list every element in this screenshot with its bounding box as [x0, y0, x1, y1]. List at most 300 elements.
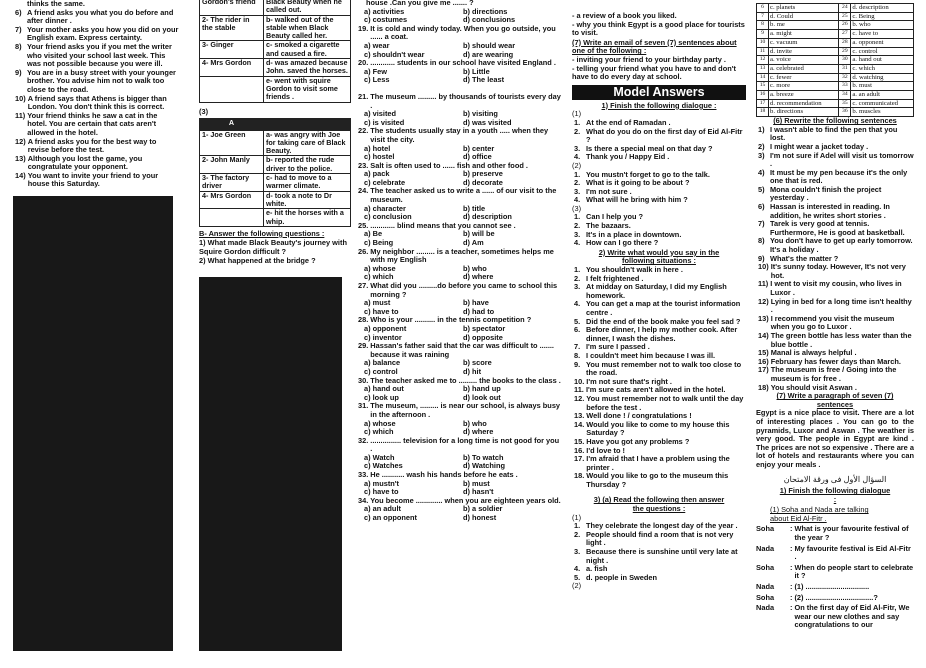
matching-table-3 — [199, 118, 351, 227]
question-text: The students usually stay in a youth ..... when they visit the city. — [370, 126, 549, 144]
vocab-row — [757, 12, 914, 21]
cell-b: e- went with squire Gordon to visit some friends . — [264, 76, 351, 102]
mcq-question — [356, 316, 562, 342]
answer-item — [574, 196, 746, 205]
speaker-name: Soha — [756, 592, 775, 602]
column-a-header: A — [200, 118, 264, 130]
redacted-block — [13, 196, 173, 651]
answer-option: a) an adult — [364, 504, 401, 514]
item-number: 4. — [574, 299, 581, 309]
vocab-answer: c. Being — [851, 12, 914, 21]
vocab-number: 30 — [839, 56, 851, 65]
table-row — [200, 130, 351, 156]
cell-b: d- took a note to Dr white. — [264, 191, 351, 209]
vocab-answer: b. me — [769, 21, 839, 30]
rewrite-item — [758, 152, 914, 169]
dialogue-line — [756, 525, 914, 542]
question-number: 22. — [358, 126, 369, 136]
question-text: Hassan's father said that the car was difficult to ....... because it was raining — [370, 341, 554, 359]
vocab-row — [757, 30, 914, 39]
answer-option: a) visited — [364, 109, 397, 119]
group-label: (2) — [572, 160, 582, 170]
question-number: 26. — [358, 246, 369, 256]
colon-separator: : — [790, 562, 793, 572]
item-text: Have you got any problems ? — [586, 436, 690, 446]
item-number: 12. — [574, 393, 585, 403]
answer-option: c) control — [364, 366, 398, 376]
item-number: 2. — [574, 273, 581, 283]
answer-option: d) conclusions — [463, 15, 516, 25]
vocab-number: 36 — [839, 108, 851, 117]
answer-option: b) center — [463, 143, 495, 153]
answer-option: d) The least — [463, 75, 505, 85]
question-number: 28. — [358, 315, 369, 325]
answer-option: a) pack — [364, 169, 390, 179]
item-number: 13. — [574, 411, 585, 421]
rewrite-item — [758, 126, 914, 143]
cell-b: d- was amazed because John. saved the horses. — [264, 59, 351, 77]
answer-option: b) directions — [463, 6, 508, 16]
vocab-answer: c. fewer — [769, 73, 839, 82]
item-text: The museum is free / Going into the museum is for free . — [770, 365, 897, 383]
item-number: 7. — [574, 342, 581, 352]
answer-item — [574, 326, 746, 343]
rewrite-item — [758, 203, 914, 220]
item-text: What's the matter ? — [770, 253, 839, 263]
item-number: 1) — [758, 124, 765, 134]
answer-item — [574, 395, 746, 412]
question-text: Who is your .......... in the tennis competition ? — [370, 315, 532, 325]
item-text: Mona couldn't finish the project yesterday . — [770, 184, 882, 203]
item-text: Thank you / Happy Eid . — [586, 152, 670, 162]
vocab-row — [757, 82, 914, 91]
email-topics — [572, 56, 746, 82]
answer-option: d) Watching — [463, 461, 506, 471]
mcq-question — [356, 282, 562, 316]
vocab-answer: a. voice — [769, 56, 839, 65]
question-text: ............ students in our school have visited England . — [370, 58, 556, 68]
answer-item — [574, 283, 746, 300]
vocab-answer: b. must — [851, 82, 914, 91]
item-text: You should visit Aswan . — [770, 382, 857, 392]
question-number: 24. — [358, 186, 369, 196]
answer-item — [574, 548, 746, 565]
item-text: It's sunny today. However, It's not very hot. — [770, 262, 906, 280]
answer-item — [574, 421, 746, 438]
answer-option: d) look out — [463, 392, 501, 402]
item-number: 11) — [15, 110, 26, 120]
dialogue-line — [756, 545, 914, 562]
item-number: 8) — [15, 41, 22, 51]
dialogue — [756, 525, 914, 630]
mcq-question — [356, 471, 562, 497]
item-text: d. people in Sweden — [586, 572, 658, 582]
item-number: 9) — [758, 253, 765, 263]
item-number: 12) — [758, 296, 769, 306]
item-text: You don't have to get up early tomorrow. It's a holiday . — [770, 236, 913, 255]
answer-option: d) hasn't — [463, 487, 494, 497]
item-text: How can I go there ? — [586, 238, 659, 248]
answer-option: d) office — [463, 152, 492, 162]
item-text: Although you lost the game, you congratulate your opponent. — [27, 153, 143, 172]
answer-option: a) mustn't — [364, 478, 400, 488]
item-number: 8) — [758, 236, 765, 246]
item-number: 10) — [15, 93, 26, 103]
mcq-question — [356, 127, 562, 161]
item-number: 12) — [15, 136, 26, 146]
item-text: A friend says that Athens is bigger than London. You don't think this is correct. — [27, 93, 167, 112]
situation-item — [15, 112, 179, 138]
mcq-question — [356, 402, 562, 436]
mcq-question — [356, 93, 562, 127]
item-number: 14) — [758, 330, 769, 340]
vocab-number: 10 — [757, 38, 769, 47]
item-number: 10. — [574, 376, 585, 386]
situation-item — [15, 9, 179, 26]
vocab-row — [757, 21, 914, 30]
colon-separator: : — [790, 603, 793, 613]
answer-option: c) which — [364, 427, 394, 437]
item-number: 1. — [574, 169, 581, 179]
vocab-number: 11 — [757, 47, 769, 56]
vocab-answer: c. have to — [851, 30, 914, 39]
vocab-number: 18 — [757, 108, 769, 117]
vocab-number: 12 — [757, 56, 769, 65]
vocab-number: 16 — [757, 91, 769, 100]
question-stem — [358, 342, 562, 359]
answer-option: b) Little — [463, 66, 490, 76]
item-number: 1. — [574, 212, 581, 222]
item-text: At the end of Ramadan . — [586, 117, 671, 127]
answer-option: d) was visited — [463, 117, 512, 127]
answer-option: c) have to — [364, 487, 399, 497]
answer-option: d) decorate — [463, 177, 503, 187]
topic-line: - a review of a book you liked. — [572, 11, 677, 20]
table-header — [200, 118, 351, 130]
item-text: I couldn't meet him because I was ill. — [586, 350, 716, 360]
item-number: 2. — [574, 178, 581, 188]
question-stem — [358, 437, 562, 454]
dialogue-intro: (1) Soha and Nada are talking about Eid Al-Fitr . — [770, 505, 869, 523]
answer-option: d) where — [463, 427, 494, 437]
item-text: What will he bring with him ? — [586, 195, 688, 205]
rewrite-item — [758, 220, 914, 237]
writing-topics — [572, 12, 746, 38]
cell-b: b- reported the rude driver to the police. — [264, 156, 351, 174]
cell-b: b- walked out of the stable when Black Beauty called her. — [264, 15, 351, 41]
answer-option: b) who — [463, 418, 487, 428]
group-label: (2) — [572, 581, 582, 591]
item-text: I'm not sure if Adel will visit us tomorrow . — [770, 150, 914, 169]
item-text: They celebrate the longest day of the year . — [586, 521, 738, 531]
item-number: 11. — [574, 385, 584, 395]
rewrite-item — [758, 315, 914, 332]
group-label: (3) — [572, 203, 582, 213]
cell-a: Gordon's friend — [200, 0, 264, 15]
item-number: 16. — [574, 445, 585, 455]
paragraph-answer: Egypt is a nice place to visit. There are a lot of interesting places . You can go to the pyramids, Luxor and Aswan . The weather is very good. The people in Egypt are kind . The prices are not so expensive . There are a lot of hotels and restaurants where you can enjoy your meals . — [756, 408, 914, 469]
answer-option: d) where — [463, 272, 494, 282]
mcq-question — [356, 342, 562, 376]
colon-separator: : — [790, 582, 793, 592]
answer-option: b) who — [463, 263, 487, 273]
question-text: The museum, ......... is near our school, is always busy in the afternoon . — [370, 401, 561, 419]
item-number: 7) — [15, 24, 22, 34]
vocab-row — [757, 56, 914, 65]
item-text: What do you do on the first day of Eid Al-Fitr ? — [586, 126, 743, 145]
vocab-number: 6 — [757, 4, 769, 13]
item-text: Manal is always helpful . — [770, 348, 857, 358]
colon-separator: : — [790, 524, 793, 534]
item-text: I'm not sure . — [586, 186, 632, 196]
item-text: At midday on Saturday, I did my English homework. — [586, 282, 727, 300]
cell-a: 3- Ginger — [200, 41, 264, 59]
dialogue-line — [756, 604, 914, 630]
mcq-intro-options — [356, 8, 562, 25]
item-text: Did the end of the book make you feel sad ? — [586, 316, 741, 326]
reading-heading: 3) (a) Read the following then answer the questions : — [593, 495, 725, 514]
item-text: A friend asks you for the best way to revise before the test. — [27, 136, 157, 155]
vocab-number: 33 — [839, 82, 851, 91]
mcq-question — [356, 162, 562, 188]
item-number: 2. — [574, 126, 581, 136]
item-number: 10) — [758, 262, 769, 272]
mcq-question — [356, 248, 562, 282]
item-number: 7) — [758, 219, 765, 229]
mcq-question — [356, 497, 562, 523]
item-text: Would you like to go to the museum this Thursday ? — [586, 471, 729, 489]
situation-list — [13, 0, 179, 189]
vocab-answer: a. hand out — [851, 56, 914, 65]
answer-option: c) shouldn't wear — [364, 49, 425, 59]
item-number: 2) — [758, 141, 765, 151]
answer-option: b) spectator — [463, 323, 506, 333]
question-number: 32. — [358, 435, 369, 445]
vocab-answer: c. which — [851, 64, 914, 73]
answer-option: a) Watch — [364, 452, 395, 462]
vocab-number: 34 — [839, 91, 851, 100]
item-text: It must be my pen because it's the only one that is red. — [770, 167, 908, 186]
column-5 — [756, 0, 914, 668]
vocab-answer: c. planets — [769, 4, 839, 13]
mcq-question — [356, 222, 562, 248]
item-text: I'm sure I passed . — [586, 342, 650, 352]
vocab-row — [757, 91, 914, 100]
question-1: 1) What made Black Beauty's journey with Squire Gordon difficult ? — [199, 238, 347, 257]
rewrite-item — [758, 169, 914, 186]
item-number: 3) — [758, 150, 765, 160]
table-row — [200, 156, 351, 174]
item-number: 3. — [574, 143, 581, 153]
answer-option: d) had to — [463, 306, 495, 316]
email-question: (7) Write an email of seven (7) sentences about one of the following : — [572, 37, 737, 56]
answer-option: a) whose — [364, 263, 396, 273]
cell-a: 4- Mrs Gordon — [200, 191, 264, 209]
vocab-number: 31 — [839, 64, 851, 73]
mcq-question — [356, 59, 562, 85]
question-text: The teacher asked us to write a ...... of our visit to the museum. — [370, 186, 557, 205]
rewrite-item — [758, 263, 914, 280]
vocab-number: 15 — [757, 82, 769, 91]
vocab-row — [757, 64, 914, 73]
answer-item — [574, 531, 746, 548]
dialogue-answers — [572, 110, 746, 248]
table-row — [200, 15, 351, 41]
vocab-number: 27 — [839, 30, 851, 39]
situations-heading: 2) Write what would you say in the following situations : — [598, 247, 720, 266]
group-label: (1) — [572, 512, 582, 522]
cell-a: 1- Joe Green — [200, 130, 264, 156]
answer-option: a) whose — [364, 418, 396, 428]
section-label-3: (3) — [199, 106, 209, 116]
vocab-row — [757, 99, 914, 108]
answer-option: b) should wear — [463, 40, 516, 50]
answer-option: b) preserve — [463, 169, 503, 179]
answer-option: c) Less — [364, 75, 390, 85]
item-text: What is it going to be about ? — [586, 178, 690, 188]
vocab-number: 26 — [839, 21, 851, 30]
vocab-number: 29 — [839, 47, 851, 56]
table-row — [200, 191, 351, 209]
rewrite-item — [758, 332, 914, 349]
item-text: I felt frightened . — [586, 273, 644, 283]
item-text: You are in a busy street with your younger brother. You advise him not to walk too close to the road. — [27, 67, 176, 94]
question-number: 27. — [358, 281, 369, 290]
cell-b: e- hit the horses with a whip. — [264, 209, 351, 227]
arabic-note: السؤال الأول فى ورقة الامتحان — [783, 475, 887, 485]
cell-b: Black Beauty when he called out. — [264, 0, 351, 15]
item-text: I'm not sure that's right . — [586, 376, 672, 386]
question-text: You become ............. when you are eighteen years old. — [370, 495, 561, 505]
redacted-block — [199, 277, 342, 651]
answer-option: c) an opponent — [364, 513, 417, 523]
table-row — [200, 209, 351, 227]
answer-option: b) a soldier — [463, 504, 503, 514]
vocab-answer: a. celebrated — [769, 64, 839, 73]
answer-option: a) activities — [364, 6, 405, 16]
item-number: 6. — [574, 325, 581, 335]
table-row — [200, 41, 351, 59]
answer-option: b) visiting — [463, 109, 498, 119]
answer-option: a) character — [364, 203, 406, 213]
item-number: 9. — [574, 359, 581, 369]
item-number: 3. — [574, 186, 581, 196]
speaker-name: Soha — [756, 562, 775, 572]
table-row — [200, 59, 351, 77]
item-number: 13) — [758, 313, 769, 323]
cell-a: 2- The rider in the stable — [200, 15, 264, 41]
vocab-answer: d. recommendation — [769, 99, 839, 108]
vocab-answer: a. an adult — [851, 91, 914, 100]
item-number: 13) — [15, 153, 26, 163]
item-text: Is there a special meal on that day ? — [586, 143, 713, 153]
answer-option: a) opponent — [364, 323, 407, 333]
vocab-answer: b. muscles — [851, 108, 914, 117]
item-text: Well done ! / congratulations ! — [586, 411, 692, 421]
dialogue-line — [756, 564, 914, 581]
item-text: a. fish — [586, 564, 608, 574]
item-text: I'm afraid that I have a problem using the printer . — [586, 454, 730, 472]
item-text: Hassan is interested in reading. In addition, he writes short stories . — [770, 202, 890, 220]
situation-item — [15, 43, 179, 69]
answer-option: a) hand out — [364, 384, 404, 394]
item-number: 4. — [574, 564, 581, 574]
answer-option: b) hand up — [463, 384, 501, 394]
answer-option: d) description — [463, 212, 512, 222]
speaker-name: Nada — [756, 543, 775, 553]
finish-dialogue-heading: 1) Finish the following dialogue : — [601, 100, 717, 110]
column-4 — [572, 0, 746, 668]
item-number: 5. — [574, 316, 581, 326]
question-number: 34. — [358, 495, 369, 505]
item-text: You must remember not to walk too close to the road. — [586, 359, 742, 378]
item-number: 3. — [574, 229, 581, 239]
item-text: It's in a place in downtown. — [586, 229, 682, 239]
item-text: The bazaars. — [586, 221, 631, 231]
answer-option: c) have to — [364, 306, 399, 316]
item-number: 14. — [574, 419, 585, 429]
situation-item — [15, 26, 179, 43]
rewrite-item — [758, 237, 914, 254]
column-2 — [199, 0, 351, 668]
answer-option: c) Being — [364, 238, 394, 248]
column-1 — [13, 0, 179, 668]
cell-b: a- was angry with Joe for taking care of Black Beauty. — [264, 130, 351, 156]
item-text: A friend asks you what you do before and after dinner . — [27, 7, 174, 26]
answer-item — [574, 361, 746, 378]
item-number: 3. — [574, 547, 581, 557]
item-number: 8. — [574, 350, 581, 360]
vocab-row — [757, 38, 914, 47]
answer-option: a) Be — [364, 229, 383, 239]
question-2: 2) What happened at the bridge ? — [199, 255, 316, 265]
vocab-answer: c. more — [769, 82, 839, 91]
dialogue-text: (1) ............................... — [794, 582, 870, 592]
vocab-answer: c. communicated — [851, 99, 914, 108]
question-number: 20. — [358, 58, 369, 68]
group-label: (1) — [572, 109, 582, 119]
question-stem — [358, 93, 562, 110]
item-text: You must remember not to walk until the day before the test . — [586, 393, 744, 412]
vocab-answer: a. opponent — [851, 38, 914, 47]
item-number: 4. — [574, 195, 581, 205]
vocab-number: 25 — [839, 12, 851, 21]
item-number: 18) — [758, 382, 769, 392]
mcq-intro: house .Can you give me ....... ? — [366, 0, 474, 7]
answer-questions-heading: B- Answer the following questions : — [199, 228, 325, 238]
answer-option: c) celebrate — [364, 177, 406, 187]
item-number: 6) — [758, 202, 765, 212]
answer-option: c) inventor — [364, 332, 402, 342]
item-number: 2. — [574, 529, 581, 539]
email-topic: - inviting your friend to your birthday party . — [572, 54, 726, 64]
item-text: People should find a room that is not very light . — [586, 529, 734, 548]
table-row — [200, 0, 351, 15]
vocab-number: 9 — [757, 30, 769, 39]
item-text: You can get a map at the tourist information centre . — [586, 299, 741, 317]
dialogue-text: My favourite festival is Eid Al-Fitr . — [794, 543, 911, 562]
question-text: My neighbor ......... is a teacher, sometimes helps me with my English — [370, 246, 554, 265]
cell-a — [200, 209, 264, 227]
question-stem — [358, 222, 562, 231]
answer-option: c) look up — [364, 392, 399, 402]
question-stem — [358, 127, 562, 144]
item-text: You mustn't forget to go to the talk. — [586, 169, 710, 179]
vocab-answer: b. who — [851, 21, 914, 30]
vocab-row — [757, 4, 914, 13]
question-stem — [358, 25, 562, 42]
cell-a: 4- Mrs Gordon — [200, 59, 264, 77]
